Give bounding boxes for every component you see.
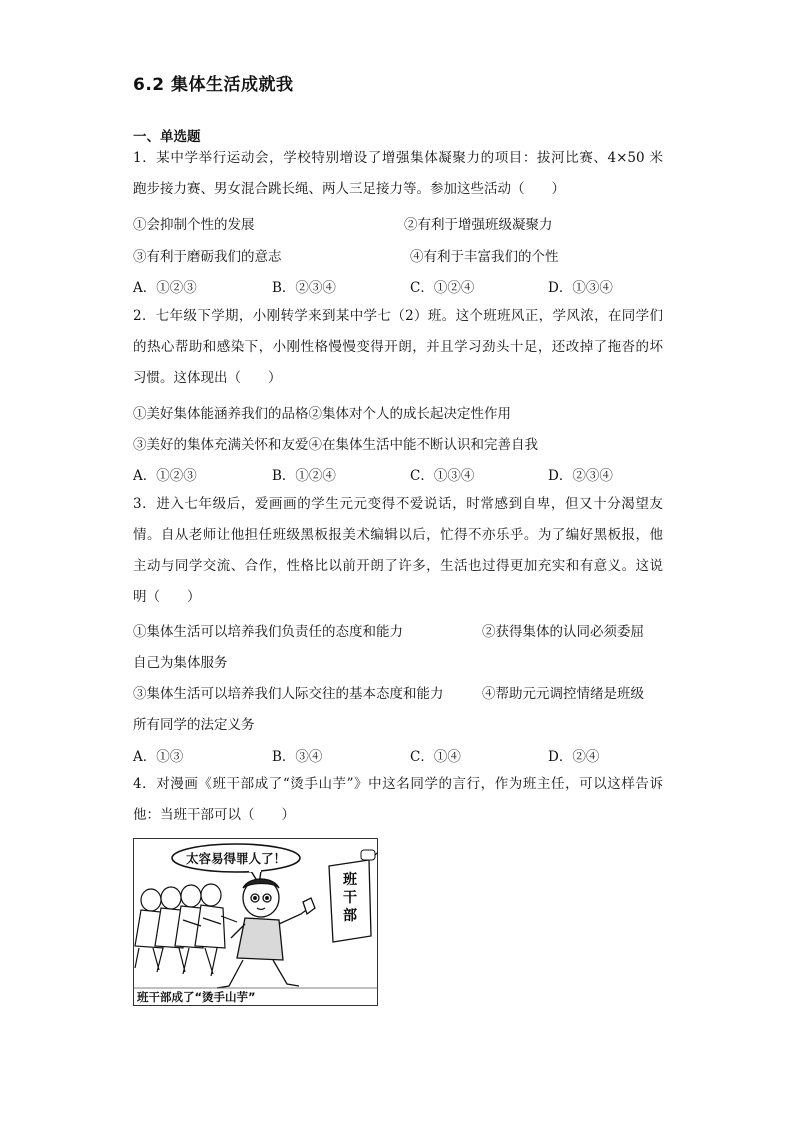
statement: ②有利于增强班级凝聚力 [404,217,553,233]
option-b[interactable]: B．③④ [272,749,323,765]
option-d[interactable]: D．①③④ [548,280,613,296]
sign-char: 干 [343,890,357,906]
statement: ②获得集体的认同必须委屈 [482,624,644,640]
statement: 所有同学的法定义务 [133,717,255,733]
question-stem-line: 主动与同学交流、合作，性格比以前开朗了许多，生活也过得更加充实和有意义。这说 [133,558,663,574]
statement: ①会抑制个性的发展 [133,217,255,233]
question-stem-line: 他：当班干部可以（ ） [133,807,295,823]
question-stem-line: 4．对漫画《班干部成了“烫手山芋”》中这名同学的言行，作为班主任，可以这样告诉 [133,776,663,792]
statement: ③有利于磨砺我们的意志 [133,249,282,265]
question-stem-line: 的热心帮助和感染下，小刚性格慢慢变得开朗，并且学习劲头十足，还改掉了拖沓的坏 [133,339,663,355]
cartoon-caption: 班干部成了“烫手山芋” [137,990,256,1004]
option-a[interactable]: A．①②③ [133,280,197,296]
statement: 自己为集体服务 [133,655,228,671]
statement: ③美好的集体充满关怀和友爱④在集体生活中能不断认识和完善自我 [133,437,538,453]
option-d[interactable]: D．②④ [548,749,600,765]
option-a[interactable]: A．①②③ [133,468,197,484]
cartoon-drawing [133,838,378,1006]
statement: ③集体生活可以培养我们人际交往的基本态度和能力 [133,686,444,702]
page-title: 6.2 集体生活成就我 [133,75,294,95]
question-stem-line: 情。自从老师让他担任班级黑板报美术编辑以后，忙得不亦乐乎。为了编好黑板报，他 [133,527,663,543]
question-stem-line: 跑步接力赛、男女混合跳长绳、两人三足接力等。参加这些活动（ ） [133,181,565,197]
option-c[interactable]: C．①③④ [410,468,475,484]
question-stem-line: 3．进入七年级后，爱画画的学生元元变得不爱说话，时常感到自卑，但又十分渴望友 [133,496,663,512]
speech-bubble-text: 太容易得罪人了！ [185,851,287,866]
section-heading: 一、单选题 [133,129,201,145]
question-stem-line: 明（ ） [133,589,201,605]
sign-char: 部 [343,908,357,924]
statement: ①集体生活可以培养我们负责任的态度和能力 [133,624,403,640]
option-d[interactable]: D．②③④ [548,468,613,484]
option-b[interactable]: B．②③④ [272,280,336,296]
statement: ④有利于丰富我们的个性 [410,249,559,265]
statement: ①美好集体能涵养我们的品格②集体对个人的成长起决定性作用 [133,406,511,422]
question-stem-line: 2．七年级下学期，小刚转学来到某中学七（2）班。这个班班风正，学风浓，在同学们 [133,308,663,324]
sign-char: 班 [343,872,357,888]
question-stem-line: 1．某中学举行运动会，学校特别增设了增强集体凝聚力的项目：拔河比赛、4×50 米 [133,150,663,166]
cartoon-illustration [133,838,378,1006]
option-c[interactable]: C．①②④ [410,280,475,296]
option-b[interactable]: B．①②④ [272,468,336,484]
option-c[interactable]: C．①④ [410,749,461,765]
question-stem-line: 习惯。这体现出（ ） [133,370,282,386]
statement: ④帮助元元调控情绪是班级 [482,686,644,702]
option-a[interactable]: A．①③ [133,749,184,765]
